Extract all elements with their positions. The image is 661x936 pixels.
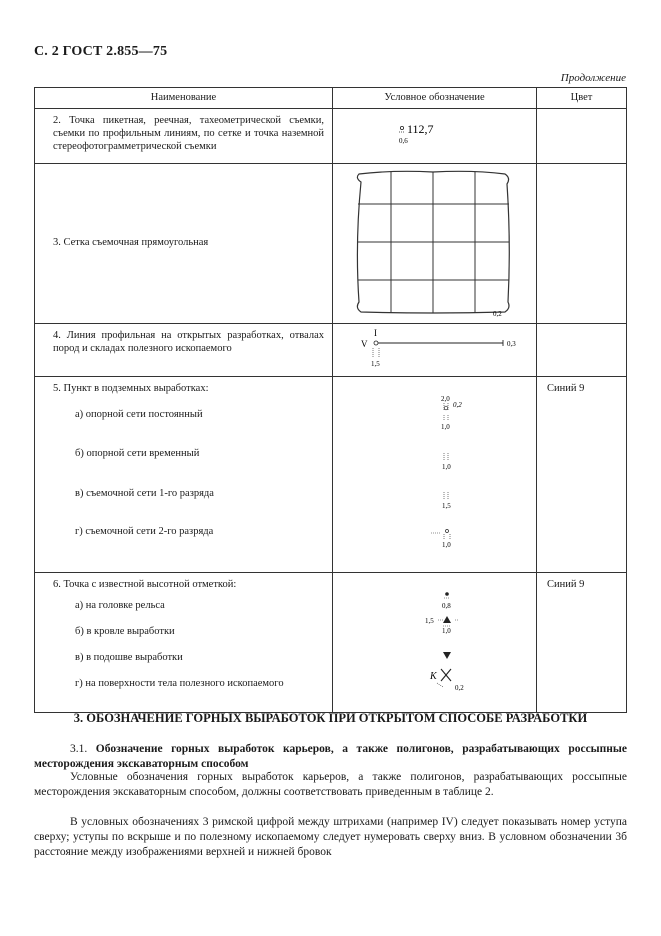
profile-num-left: V — [361, 339, 368, 350]
col-name-header: Наименование — [35, 88, 333, 109]
table-row — [35, 324, 627, 377]
row3-symbol — [333, 164, 537, 324]
row6-name: 6. Точка с известной высотной отметкой: — [53, 578, 237, 590]
row5-name: 5. Пункт в подземных выработках: — [53, 383, 209, 395]
row6-item-b: б) в кровле выработки — [75, 625, 175, 637]
profile-line-symbol — [333, 324, 536, 372]
row6d-dim: 0,2 — [455, 683, 464, 692]
clause-3-1 — [34, 742, 627, 772]
row5c-dim: 1,5 — [442, 502, 451, 511]
row5d-dim: 1,0 — [442, 541, 451, 550]
row6b-dim-left: 1,5 — [425, 616, 434, 625]
row6a-dim: 0,8 — [442, 601, 451, 610]
survey-grid-symbol — [333, 164, 536, 319]
continuation-label: Продолжение — [560, 72, 626, 84]
row2-symbol — [333, 109, 537, 164]
table-row — [35, 377, 627, 572]
row4-name: 4. Линия профильная на открытых разработках, отвалах пород и складах полезного ископаемого — [53, 330, 325, 355]
row5-symbols — [333, 377, 537, 572]
table-header-row — [35, 88, 627, 109]
row5b-dim: 1,0 — [442, 463, 451, 472]
row4-symbol — [333, 324, 537, 377]
symbols-table — [34, 87, 627, 713]
row6d-letter: K — [430, 670, 437, 682]
row5-color: Синий 9 — [547, 383, 585, 395]
clause-title: Обозначение горных выработок карьеров, а также полигонов, разрабатывающих россыпные месторождения экскаваторным способом — [34, 743, 627, 770]
row5-item-c: в) съемочной сети 1-го разряда — [75, 487, 214, 499]
page-header: С. 2 ГОСТ 2.855—75 — [34, 44, 168, 59]
paragraph-2: В условных обозначениях 3 римской цифрой между штрихами (например IV) следует показывать номер уступа сверху; уступы по вскрыше и по полезному ископаемому следует нумеровать сверху вниз. В условном обозначении 3б расстояние между изображениями верхней и нижней бровок — [34, 816, 627, 858]
row6-item-c: в) в подошве выработки — [75, 651, 183, 663]
section-title: 3. ОБОЗНАЧЕНИЕ ГОРНЫХ ВЫРАБОТОК ПРИ ОТКРЫТОМ СПОСОБЕ РАЗРАБОТКИ — [73, 711, 588, 725]
table-row — [35, 572, 627, 712]
table-row — [35, 109, 627, 164]
profile-dim-right: 0,3 — [507, 340, 516, 349]
row2-name: 2. Точка пикетная, реечная, тахеометрической съемки, съемки по профильным линиям, по сетке и точка наземной стереофотограмметрической съемки — [53, 115, 325, 153]
paragraph-1: Условные обозначения горных выработок карьеров, а также полигонов, разрабатывающих россыпные месторождения экскаваторным способом, должны соответствовать приведенным в таблице 2. — [34, 771, 627, 798]
row5a-dim-bottom: 1,0 — [441, 423, 450, 432]
elevation-point-symbols — [333, 573, 536, 708]
row5-item-a: а) опорной сети постоянный — [75, 408, 203, 420]
table-row — [35, 164, 627, 324]
clause-number: 3.1. — [70, 743, 88, 755]
row5-item-b: б) опорной сети временный — [75, 447, 200, 459]
row5a-dim-right: 0,2 — [453, 401, 462, 410]
row6-color: Синий 9 — [547, 578, 585, 590]
row3-name: 3. Сетка съемочная прямоугольная — [53, 237, 209, 249]
row6-item-a: а) на головке рельса — [75, 599, 165, 611]
grid-dim: 0,2 — [493, 310, 502, 319]
row6-item-d: г) на поверхности тела полезного ископаемого — [75, 678, 284, 689]
col-color-header: Цвет — [537, 88, 627, 109]
col-symbol-header: Условное обозначение — [333, 88, 537, 109]
row6b-dim-bottom: 1,0 — [442, 626, 451, 635]
profile-num-top: I — [374, 328, 378, 339]
row6-symbols — [333, 572, 537, 712]
row5-item-d: г) съемочной сети 2-го разряда — [75, 525, 214, 537]
picket-point-symbol — [333, 109, 536, 159]
row5a-dim-top: 2,0 — [441, 395, 450, 404]
picket-dim: 0,6 — [399, 137, 408, 145]
picket-value: 112,7 — [407, 122, 434, 136]
profile-dim-bottom: 1,5 — [371, 360, 380, 369]
underground-point-symbols — [333, 377, 536, 567]
